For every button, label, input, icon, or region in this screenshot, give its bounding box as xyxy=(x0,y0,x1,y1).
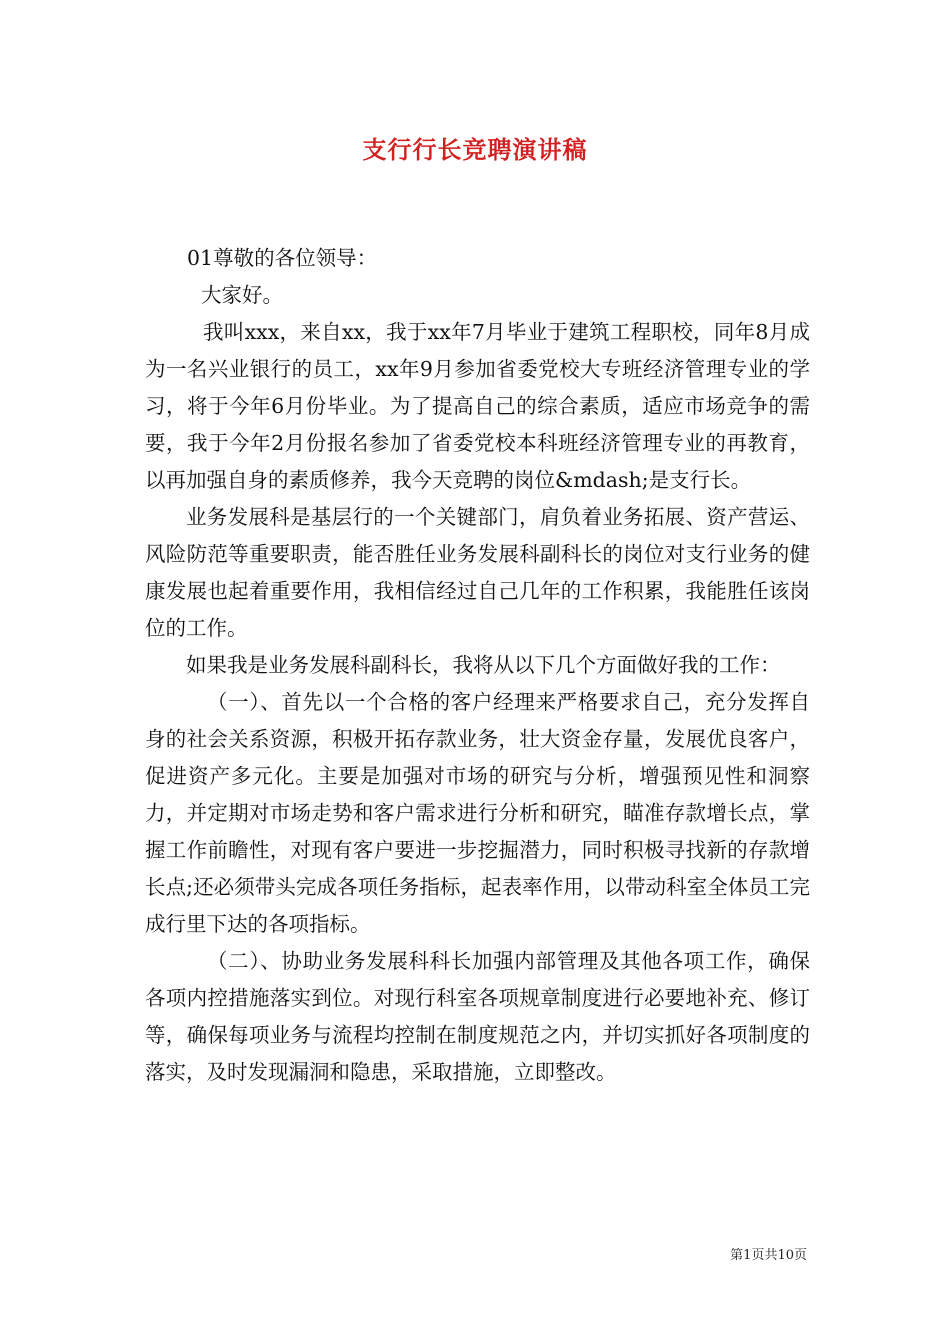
paragraph-department: 业务发展科是基层行的一个关键部门，肩负着业务拓展、资产营运、风险防范等重要职责，能否胜任业务发展科副科长的岗位对支行业务的健康发展也起着重要作用，我相信经过自己几年的工作积累，我能胜任该岗位的工作。 xyxy=(145,505,810,640)
paragraph-plan-item-1: （一）、首先以一个合格的客户经理来严格要求自己，充分发挥自身的社会关系资源，积极开拓存款业务，壮大资金存量，发展优良客户，促进资产多元化。主要是加强对市场的研究与分析，增强预见性和洞察力，并定期对市场走势和客户需求进行分析和研究，瞄准存款增长点，掌握工作前瞻性，对现有客户要进一步挖掘潜力，同时积极寻找新的存款增长点;还必须带头完成各项任务指标，起表率作用，以带动科室全体员工完成行里下达的各项指标。 xyxy=(145,690,810,936)
page-title: 支行行长竞聘演讲稿 xyxy=(362,135,588,164)
paragraph-plan-intro: 如果我是业务发展科副科长，我将从以下几个方面做好我的工作： xyxy=(186,653,781,677)
paragraph-introduction: 我叫xxx，来自xx，我于xx年7月毕业于建筑工程职校，同年8月成为一名兴业银行的员工，xx年9月参加省委党校大专班经济管理专业的学习，将于今年6月份毕业。为了提高自己的综合素质，适应市场竞争的需要，我于今年2月份报名参加了省委党校本科班经济管理专业的再教育，以再加强自身的素质修养，我今天竞聘的岗位&mdash;是支行长。 xyxy=(145,320,810,492)
page-number: 第1页共10页 xyxy=(730,1248,807,1263)
salutation: 01尊敬的各位领导： xyxy=(187,246,378,270)
document-body xyxy=(145,240,810,1091)
greeting: 大家好。 xyxy=(201,283,283,307)
paragraph-plan-item-2: （二）、协助业务发展科科长加强内部管理及其他各项工作，确保各项内控措施落实到位。对现行科室各项规章制度进行必要地补充、修订等，确保每项业务与流程均控制在制度规范之内，并切实抓好各项制度的落实，及时发现漏洞和隐患，采取措施，立即整改。 xyxy=(145,949,810,1084)
